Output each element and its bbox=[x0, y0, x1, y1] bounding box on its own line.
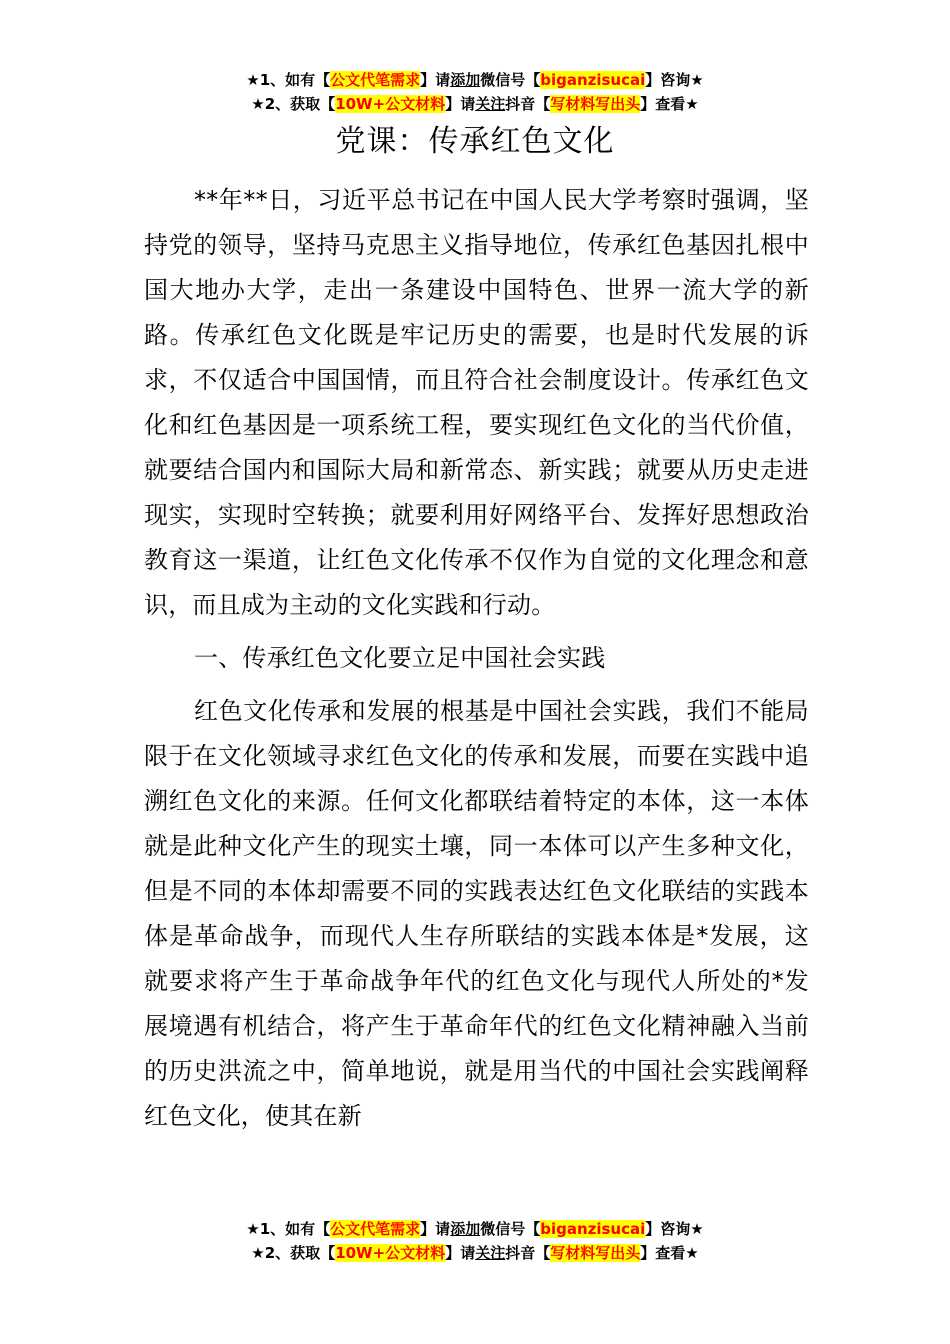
footer-line-1-suffix: 】咨询★ bbox=[645, 1220, 704, 1238]
footer-line-2 bbox=[0, 1241, 950, 1265]
banner-underline-add: 添加 bbox=[450, 71, 481, 89]
footer-line-2-mid: 】请 bbox=[445, 1244, 476, 1262]
footer-line-1-mid: 】请 bbox=[420, 1220, 451, 1238]
banner-highlight-wechat-id: biganzisucai bbox=[540, 71, 646, 89]
footer-line-1-prefix: ★1、如有【 bbox=[246, 1220, 331, 1238]
body-paragraph-1: **年**日，习近平总书记在中国人民大学考察时强调，坚持党的领导，坚持马克思主义指导地位，传承红色基因扎根中国大地办大学，走出一条建设中国特色、世界一流大学的新路。传承红色文化既是牢记历史的需要，也是时代发展的诉求，不仅适合中国国情，而且符合社会制度设计。传承红色文化和红色基因是一项系统工程，要实现红色文化的当代价值，就要结合国内和国际大局和新常态、新实践；就要从历史走进现实，实现时空转换；就要利用好网络平台、发挥好思想政治教育这一渠道，让红色文化传承不仅作为自觉的文化理念和意识，而且成为主动的文化实践和行动。 bbox=[144, 186, 809, 619]
footer-highlight-douyin: 写材料写出头 bbox=[550, 1244, 641, 1262]
document-title: 党课：传承红色文化 bbox=[335, 124, 615, 159]
footer-line-2-prefix: ★2、获取【 bbox=[251, 1244, 336, 1262]
banner-highlight-douyin: 写材料写出头 bbox=[550, 95, 641, 113]
body-paragraph-2: 红色文化传承和发展的根基是中国社会实践，我们不能局限于在文化领域寻求红色文化的传承和发展，而要在实践中追溯红色文化的来源。任何文化都联结着特定的本体，这一本体就是此种文化产生的现实土壤，同一本体可以产生多种文化，但是不同的本体却需要不同的实践表达红色文化联结的实践本体是革命战争，而现代人生存所联结的实践本体是*发展，这就要求将产生于革命战争年代的红色文化与现代人所处的*发展境遇有机结合，将产生于革命年代的红色文化精神融入当前的历史洪流之中，简单地说，就是用当代的中国社会实践阐释红色文化，使其在新 bbox=[144, 697, 809, 1130]
banner-line-1-prefix: ★1、如有【 bbox=[246, 71, 331, 89]
document-body bbox=[144, 178, 809, 1139]
banner-line-1-suffix: 】咨询★ bbox=[645, 71, 704, 89]
banner-line-2 bbox=[0, 92, 950, 116]
footer-line-2-suffix: 】查看★ bbox=[640, 1244, 699, 1262]
banner-line-1 bbox=[0, 68, 950, 92]
banner-line-2-prefix: ★2、获取【 bbox=[251, 95, 336, 113]
header-banner bbox=[0, 68, 950, 116]
footer-underline-add: 添加 bbox=[450, 1220, 481, 1238]
footer-highlight-wechat-id: biganzisucai bbox=[540, 1220, 646, 1238]
banner-line-1-mid2: 微信号【 bbox=[480, 71, 541, 89]
banner-line-2-mid2: 抖音【 bbox=[505, 95, 551, 113]
footer-line-1-mid2: 微信号【 bbox=[480, 1220, 541, 1238]
footer-underline-follow: 关注 bbox=[475, 1244, 506, 1262]
banner-line-2-mid: 】请 bbox=[445, 95, 476, 113]
footer-highlight-service: 公文代笔需求 bbox=[330, 1220, 421, 1238]
footer-line-1 bbox=[0, 1217, 950, 1241]
banner-highlight-materials: 10W+公文材料 bbox=[335, 95, 446, 113]
banner-highlight-service: 公文代笔需求 bbox=[330, 71, 421, 89]
banner-underline-follow: 关注 bbox=[475, 95, 506, 113]
footer-highlight-materials: 10W+公文材料 bbox=[335, 1244, 446, 1262]
footer-line-2-mid2: 抖音【 bbox=[505, 1244, 551, 1262]
section-heading-1: 一、传承红色文化要立足中国社会实践 bbox=[194, 644, 606, 672]
banner-line-2-suffix: 】查看★ bbox=[640, 95, 699, 113]
footer-banner bbox=[0, 1217, 950, 1265]
banner-line-1-mid: 】请 bbox=[420, 71, 451, 89]
